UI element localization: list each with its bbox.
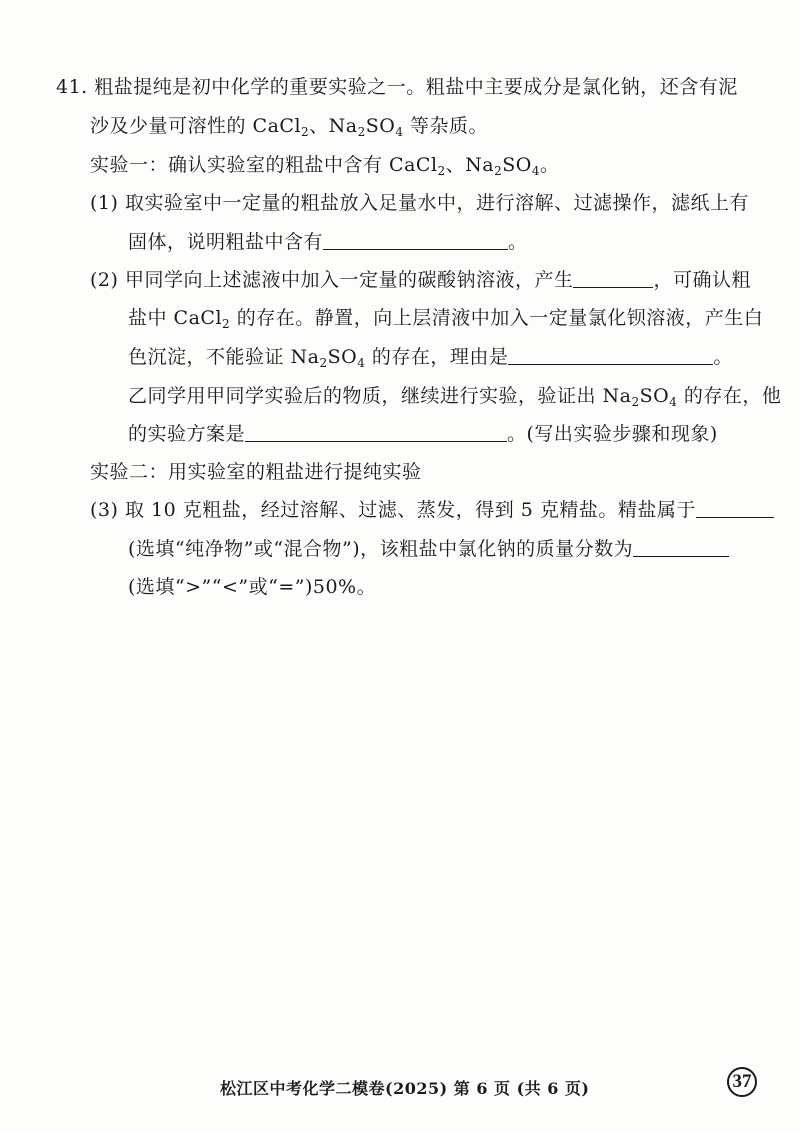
- part-2-text: ，可确认粗: [653, 269, 751, 291]
- answer-blank-5[interactable]: [696, 499, 774, 518]
- subscript: 2: [494, 164, 503, 178]
- part-1-line-2: [128, 230, 528, 254]
- part-2-text: SO: [639, 385, 670, 407]
- question-line-1: [56, 75, 738, 99]
- intro-text: 沙及少量可溶性的 CaCl: [90, 115, 302, 137]
- part-3-text: (选填“>”“<”或“=”)50%。: [128, 576, 377, 598]
- subscript: 2: [301, 125, 310, 139]
- part-3-text: (选填“纯净物”或“混合物”)，该粗盐中氯化钠的质量分数为: [128, 538, 634, 560]
- subscript: 4: [531, 164, 540, 178]
- part-2-text: 的存在。静置，向上层清液中加入一定量氯化钡溶液，产生白: [230, 307, 764, 329]
- part-3-text: (3) 取 10 克粗盐，经过溶解、过滤、蒸发，得到 5 克精盐。精盐属于: [90, 499, 696, 521]
- question-number: 41.: [56, 76, 88, 98]
- subscript: 2: [222, 317, 231, 331]
- answer-blank-3[interactable]: [508, 346, 713, 365]
- subscript: 2: [631, 395, 640, 409]
- page-footer: 松江区中考化学二模卷(2025) 第 6 页 (共 6 页): [220, 1079, 590, 1098]
- intro-text: SO: [365, 115, 396, 137]
- subscript: 2: [437, 164, 446, 178]
- answer-blank-2[interactable]: [573, 269, 653, 288]
- part-3-line-1: [90, 498, 774, 522]
- part-1-text: (1) 取实验室中一定量的粗盐放入足量水中，进行溶解、过滤操作，滤纸上有: [90, 192, 749, 214]
- part-2-line-3: [128, 345, 733, 369]
- subscript: 4: [357, 356, 366, 370]
- part-2-text: 的存在，理由是: [365, 346, 509, 368]
- answer-blank-1[interactable]: [323, 231, 508, 250]
- answer-blank-6[interactable]: [633, 538, 729, 557]
- part-2-text: 。: [713, 346, 733, 368]
- heading-text: 。: [540, 154, 560, 176]
- answer-blank-4[interactable]: [245, 423, 507, 442]
- part-2-text: 的实验方案是: [128, 423, 246, 445]
- part-2-line-1: [90, 268, 751, 292]
- question-intro-1: 粗盐提纯是初中化学的重要实验之一。粗盐中主要成分是氯化钠，还含有泥: [94, 76, 738, 98]
- part-2-text: (2) 甲同学向上述滤液中加入一定量的碳酸钠溶液，产生: [90, 269, 574, 291]
- page-number-badge: 37: [727, 1067, 757, 1097]
- part-3-line-2: [128, 537, 729, 561]
- heading-text: 实验二：用实验室的粗盐进行提纯实验: [90, 461, 422, 483]
- subscript: 4: [395, 125, 404, 139]
- part-2-line-4: [128, 384, 781, 408]
- part-2-text: 。(写出实验步骤和现象): [507, 423, 718, 445]
- part-2-line-2: [128, 306, 763, 330]
- subscript: 2: [319, 356, 328, 370]
- experiment-1-heading: [90, 153, 560, 177]
- part-2-text: 色沉淀，不能验证 Na: [128, 346, 320, 368]
- part-1-line-1: [90, 191, 749, 215]
- part-3-line-3: [128, 575, 376, 599]
- part-2-text: SO: [327, 346, 358, 368]
- subscript: 4: [669, 395, 678, 409]
- question-line-2: [90, 114, 488, 138]
- intro-text: 等杂质。: [403, 115, 489, 137]
- part-1-text: 固体，说明粗盐中含有: [128, 231, 324, 253]
- part-2-text: 乙同学用甲同学实验后的物质，继续进行实验，验证出 Na: [128, 385, 632, 407]
- experiment-2-heading: [90, 460, 422, 484]
- heading-text: 、Na: [445, 154, 495, 176]
- part-1-text: 。: [508, 231, 528, 253]
- subscript: 2: [357, 125, 366, 139]
- part-2-line-5: [128, 422, 718, 446]
- heading-text: SO: [502, 154, 532, 176]
- heading-text: 实验一：确认实验室的粗盐中含有 CaCl: [90, 154, 438, 176]
- part-2-text: 盐中 CaCl: [128, 307, 223, 329]
- intro-text: 、Na: [309, 115, 358, 137]
- part-2-text: 的存在，他: [677, 385, 782, 407]
